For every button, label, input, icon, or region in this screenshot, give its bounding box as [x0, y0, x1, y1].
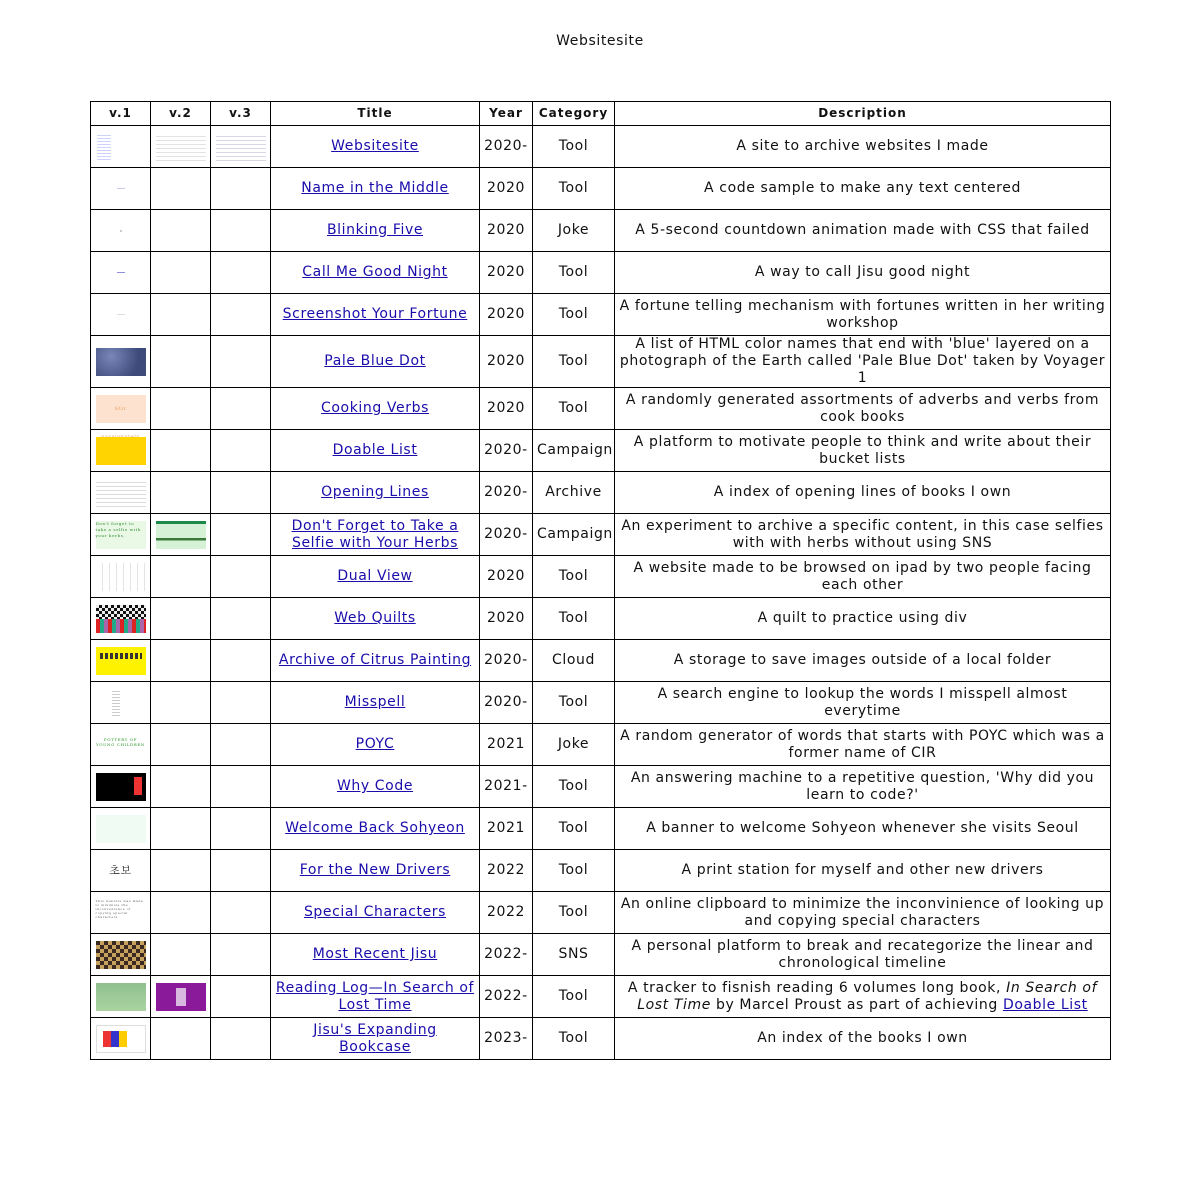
table-row: [91, 336, 1111, 388]
header-category: Category: [533, 102, 615, 126]
description-cell: A code sample to make any text centered: [615, 168, 1111, 210]
title-link[interactable]: Web Quilts: [334, 610, 416, 626]
title-cell: [271, 1018, 480, 1060]
table-row: [91, 252, 1111, 294]
thumb-cell-v1: [91, 472, 151, 514]
thumb-cell-v2: [151, 210, 211, 252]
title-link[interactable]: Reading Log—In Search of Lost Time: [275, 979, 475, 1013]
title-link[interactable]: Blinking Five: [326, 222, 424, 238]
table-row: [91, 210, 1111, 252]
category-cell: Campaign: [533, 514, 615, 556]
title-link[interactable]: Opening Lines: [321, 484, 429, 500]
thumbnail-v2[interactable]: [156, 521, 206, 549]
thumb-cell-v2: [151, 126, 211, 168]
table-row: [91, 724, 1111, 766]
description-cell: A platform to motivate people to think and write about their bucket lists: [615, 430, 1111, 472]
title-cell: [271, 388, 480, 430]
year-cell: 2020-: [480, 640, 533, 682]
year-cell: 2021-: [480, 766, 533, 808]
category-cell: Joke: [533, 210, 615, 252]
table-row: [91, 682, 1111, 724]
thumb-cell-v1: [91, 336, 151, 388]
year-cell: 2022-: [480, 976, 533, 1018]
thumb-cell-v3: [211, 934, 271, 976]
title-cell: [271, 294, 480, 336]
year-cell: 2020: [480, 556, 533, 598]
description-cell: A print station for myself and other new drivers: [615, 850, 1111, 892]
title-cell: [271, 598, 480, 640]
thumb-cell-v1: [91, 1018, 151, 1060]
category-cell: Tool: [533, 294, 615, 336]
thumb-cell-v1: [91, 430, 151, 472]
title-link[interactable]: Websitesite: [331, 138, 419, 154]
table-row: [91, 168, 1111, 210]
thumb-cell-v1: [91, 724, 151, 766]
category-cell: Archive: [533, 472, 615, 514]
category-cell: Tool: [533, 168, 615, 210]
thumbnail-mark: [117, 314, 125, 315]
thumb-cell-v2: [151, 514, 211, 556]
table-row: [91, 766, 1111, 808]
thumb-cell-v1: [91, 766, 151, 808]
thumb-cell-v3: [211, 336, 271, 388]
table-row: [91, 1018, 1111, 1060]
title-link[interactable]: Dual View: [337, 568, 413, 584]
thumbnail-v1[interactable]: [96, 647, 146, 675]
title-cell: [271, 210, 480, 252]
thumb-cell-v3: [211, 598, 271, 640]
thumbnail-v1[interactable]: POTTERY OF YOUNG CHILDREN: [95, 736, 146, 747]
thumb-cell-v2: [151, 168, 211, 210]
category-cell: Tool: [533, 252, 615, 294]
thumb-cell-v1: [91, 598, 151, 640]
thumb-cell-v3: [211, 766, 271, 808]
description-cell: An experiment to archive a specific content, in this case selfies with with herbs without using SNS: [615, 514, 1111, 556]
thumbnail-websitesite-v2[interactable]: [156, 133, 206, 161]
table-row: [91, 472, 1111, 514]
category-cell: Tool: [533, 598, 615, 640]
table-row: [91, 430, 1111, 472]
title-link[interactable]: Name in the Middle: [301, 180, 449, 196]
category-cell: Tool: [533, 850, 615, 892]
title-cell: [271, 682, 480, 724]
thumbnail-v1[interactable]: [96, 605, 146, 633]
year-cell: 2020: [480, 252, 533, 294]
thumb-cell-v1: [91, 210, 151, 252]
thumb-cell-v3: [211, 724, 271, 766]
category-cell: Tool: [533, 336, 615, 388]
thumb-cell-v3: [211, 850, 271, 892]
description-cell: A banner to welcome Sohyeon whenever she visits Seoul: [615, 808, 1111, 850]
table-row: [91, 294, 1111, 336]
thumbnail-v1[interactable]: [96, 348, 146, 376]
title-link[interactable]: Call Me Good Night: [302, 264, 448, 280]
thumb-cell-v3: [211, 294, 271, 336]
thumbnail-websitesite-v1[interactable]: [97, 133, 111, 161]
thumbnail-v1[interactable]: [96, 815, 146, 843]
description-cell: [615, 976, 1111, 1018]
table-row: [91, 808, 1111, 850]
title-cell: [271, 168, 480, 210]
description-cell: A randomly generated assortments of adverbs and verbs from cook books: [615, 388, 1111, 430]
title-cell: [271, 252, 480, 294]
title-cell: [271, 430, 480, 472]
title-cell: [271, 766, 480, 808]
thumb-cell-v3: [211, 1018, 271, 1060]
thumbnail-websitesite-v3[interactable]: [216, 133, 266, 161]
description-cell: A storage to save images outside of a local folder: [615, 640, 1111, 682]
description-cell: A fortune telling mechanism with fortunes written in her writing workshop: [615, 294, 1111, 336]
header-title: Title: [271, 102, 480, 126]
thumb-cell-v2: [151, 724, 211, 766]
thumb-cell-v2: [151, 336, 211, 388]
thumb-cell-v2: [151, 850, 211, 892]
description-text: by Marcel Proust as part of achieving: [710, 996, 1003, 1013]
table-row: [91, 892, 1111, 934]
title-link[interactable]: Archive of Citrus Painting: [278, 652, 472, 668]
header-v2: v.2: [151, 102, 211, 126]
thumbnail-v1[interactable]: [96, 563, 146, 591]
thumbnail-v1[interactable]: [96, 1025, 146, 1053]
title-cell: [271, 724, 480, 766]
thumbnail-v1[interactable]: 초보: [109, 863, 132, 877]
description-cell: An answering machine to a repetitive question, 'Why did you learn to code?': [615, 766, 1111, 808]
websites-table: [90, 101, 1111, 1060]
category-cell: Tool: [533, 126, 615, 168]
thumb-cell-v2: [151, 1018, 211, 1060]
thumb-cell-v2: [151, 472, 211, 514]
category-cell: Tool: [533, 892, 615, 934]
description-cell: A website made to be browsed on ipad by two people facing each other: [615, 556, 1111, 598]
thumb-cell-v3: [211, 892, 271, 934]
description-cell: An index of the books I own: [615, 1018, 1111, 1060]
thumbnail-v1[interactable]: [96, 175, 146, 203]
table-row: [91, 976, 1111, 1018]
category-cell: Campaign: [533, 430, 615, 472]
title-link[interactable]: Pale Blue Dot: [324, 353, 426, 369]
thumb-cell-v2: [151, 294, 211, 336]
description-text: A tracker to fisnish reading 6 volumes long book,: [627, 979, 1007, 996]
year-cell: 2020: [480, 336, 533, 388]
category-cell: SNS: [533, 934, 615, 976]
year-cell: 2021: [480, 808, 533, 850]
title-cell: [271, 934, 480, 976]
title-link[interactable]: Welcome Back Sohyeon: [285, 820, 465, 836]
year-cell: 2021: [480, 724, 533, 766]
thumb-cell-v3: [211, 976, 271, 1018]
doable-list-link[interactable]: Doable List: [1002, 996, 1088, 1013]
header-year: Year: [480, 102, 533, 126]
title-link[interactable]: Doable List: [332, 442, 418, 458]
thumb-cell-v3: [211, 430, 271, 472]
thumbnail-v1[interactable]: Stir: [96, 395, 146, 423]
thumbnail-v1[interactable]: [96, 773, 146, 801]
title-cell: [271, 850, 480, 892]
description-cell: A site to archive websites I made: [615, 126, 1111, 168]
thumb-cell-v3: [211, 682, 271, 724]
header-description: Description: [615, 102, 1111, 126]
thumb-cell-v2: [151, 976, 211, 1018]
thumb-cell-v2: [151, 598, 211, 640]
description-cell: A quilt to practice using div: [615, 598, 1111, 640]
thumb-cell-v3: [211, 210, 271, 252]
category-cell: Tool: [533, 682, 615, 724]
year-cell: 2020: [480, 598, 533, 640]
title-cell: [271, 808, 480, 850]
year-cell: 2020-: [480, 430, 533, 472]
thumbnail-v1[interactable]: [96, 301, 146, 329]
category-cell: Tool: [533, 976, 615, 1018]
category-cell: Tool: [533, 1018, 615, 1060]
thumb-cell-v2: [151, 682, 211, 724]
thumb-cell-v2: [151, 640, 211, 682]
thumb-cell-v1: [91, 934, 151, 976]
title-link[interactable]: Why Code: [336, 778, 414, 794]
title-link[interactable]: POYC: [355, 736, 395, 752]
table-row: [91, 850, 1111, 892]
title-link[interactable]: Screenshot Your Fortune: [282, 306, 468, 322]
title-cell: [271, 556, 480, 598]
table-row: [91, 598, 1111, 640]
book-title: In Search of Lost Time: [637, 979, 1098, 1013]
thumb-cell-v2: [151, 766, 211, 808]
year-cell: 2020: [480, 210, 533, 252]
thumb-cell-v1: [91, 294, 151, 336]
description-cell: A list of HTML color names that end with 'blue' layered on a photograph of the Earth called 'Pale Blue Dot' taken by Voyager 1: [615, 336, 1111, 388]
thumb-cell-v1: [91, 976, 151, 1018]
page-title: Websitesite: [556, 33, 644, 49]
thumb-cell-v1: [91, 252, 151, 294]
year-cell: 2022: [480, 850, 533, 892]
table-row: [91, 556, 1111, 598]
title-link[interactable]: Don't Forget to Take a Selfie with Your Herbs: [291, 517, 459, 551]
thumbnail-mark: [117, 272, 125, 273]
thumb-cell-v1: [91, 168, 151, 210]
thumbnail-v1[interactable]: This website was made to minimize the inconvenience of copying special characters: [95, 898, 144, 919]
title-cell: [271, 976, 480, 1018]
year-cell: 2022-: [480, 934, 533, 976]
thumbnail-mark: [120, 230, 122, 232]
category-cell: Tool: [533, 556, 615, 598]
thumb-cell-v2: [151, 808, 211, 850]
thumbnail-mark: [117, 188, 125, 189]
thumbnail-v1[interactable]: Don't forget to take a selfie with your herbs.: [96, 521, 146, 549]
thumb-cell-v3: [211, 472, 271, 514]
thumb-cell-v1: [91, 556, 151, 598]
table-row: [91, 388, 1111, 430]
thumb-cell-v3: [211, 388, 271, 430]
thumb-cell-v1: [91, 514, 151, 556]
category-cell: Cloud: [533, 640, 615, 682]
category-cell: Joke: [533, 724, 615, 766]
thumb-cell-v1: [91, 682, 151, 724]
title-link[interactable]: Jisu's Expanding Bookcase: [313, 1021, 437, 1055]
thumb-cell-v3: [211, 252, 271, 294]
description-cell: A index of opening lines of books I own: [615, 472, 1111, 514]
thumbnail-v1[interactable]: [96, 259, 146, 287]
thumbnail-v1[interactable]: [96, 217, 146, 245]
thumbnail-v1[interactable]: [96, 941, 146, 969]
thumb-cell-v2: [151, 556, 211, 598]
table-row: [91, 640, 1111, 682]
thumb-cell-v3: [211, 808, 271, 850]
title-cell: [271, 514, 480, 556]
category-cell: Tool: [533, 766, 615, 808]
thumb-cell-v3: [211, 168, 271, 210]
year-cell: 2022: [480, 892, 533, 934]
description-cell: A search engine to lookup the words I misspell almost everytime: [615, 682, 1111, 724]
description-cell: A way to call Jisu good night: [615, 252, 1111, 294]
table-row: [91, 514, 1111, 556]
title-cell: [271, 126, 480, 168]
thumbnail-v1[interactable]: [96, 983, 146, 1011]
thumb-cell-v1: [91, 850, 151, 892]
year-cell: 2020-: [480, 514, 533, 556]
year-cell: 2020-: [480, 472, 533, 514]
thumb-cell-v2: [151, 388, 211, 430]
thumb-cell-v2: [151, 252, 211, 294]
title-link[interactable]: Most Recent Jisu: [312, 946, 438, 962]
table-header-row: [91, 102, 1111, 126]
thumb-cell-v3: [211, 640, 271, 682]
thumb-cell-v2: [151, 430, 211, 472]
description-cell: A personal platform to break and recategorize the linear and chronological timeline: [615, 934, 1111, 976]
title-link[interactable]: Cooking Verbs: [321, 400, 429, 416]
title-link[interactable]: For the New Drivers: [299, 862, 451, 878]
title-cell: [271, 336, 480, 388]
thumbnail-v1[interactable]: [96, 479, 146, 507]
year-cell: 2020: [480, 388, 533, 430]
thumbnail-v1[interactable]: [96, 437, 146, 465]
title-cell: [271, 472, 480, 514]
thumb-cell-v3: [211, 126, 271, 168]
description-cell: An online clipboard to minimize the inconvinience of looking up and copying special characters: [615, 892, 1111, 934]
title-cell: [271, 640, 480, 682]
thumbnail-v2[interactable]: [156, 983, 206, 1011]
year-cell: 2020: [480, 294, 533, 336]
thumb-cell-v1: [91, 892, 151, 934]
title-cell: [271, 892, 480, 934]
table-row: [91, 126, 1111, 168]
thumb-cell-v1: [91, 640, 151, 682]
title-link[interactable]: Special Characters: [303, 904, 447, 920]
table-row: [91, 934, 1111, 976]
thumb-cell-v2: [151, 892, 211, 934]
header-v3: v.3: [211, 102, 271, 126]
year-cell: 2020-: [480, 126, 533, 168]
year-cell: 2020-: [480, 682, 533, 724]
year-cell: 2023-: [480, 1018, 533, 1060]
header-v1: v.1: [91, 102, 151, 126]
thumb-cell-v1: [91, 126, 151, 168]
thumb-cell-v1: [91, 388, 151, 430]
thumbnail-v1[interactable]: [112, 689, 120, 717]
title-link[interactable]: Misspell: [344, 694, 406, 710]
category-cell: Tool: [533, 388, 615, 430]
thumb-cell-v3: [211, 514, 271, 556]
description-cell: A random generator of words that starts with POYC which was a former name of CIR: [615, 724, 1111, 766]
thumb-cell-v1: [91, 808, 151, 850]
thumb-cell-v3: [211, 556, 271, 598]
year-cell: 2020: [480, 168, 533, 210]
description-cell: A 5-second countdown animation made with CSS that failed: [615, 210, 1111, 252]
category-cell: Tool: [533, 808, 615, 850]
thumb-cell-v2: [151, 934, 211, 976]
